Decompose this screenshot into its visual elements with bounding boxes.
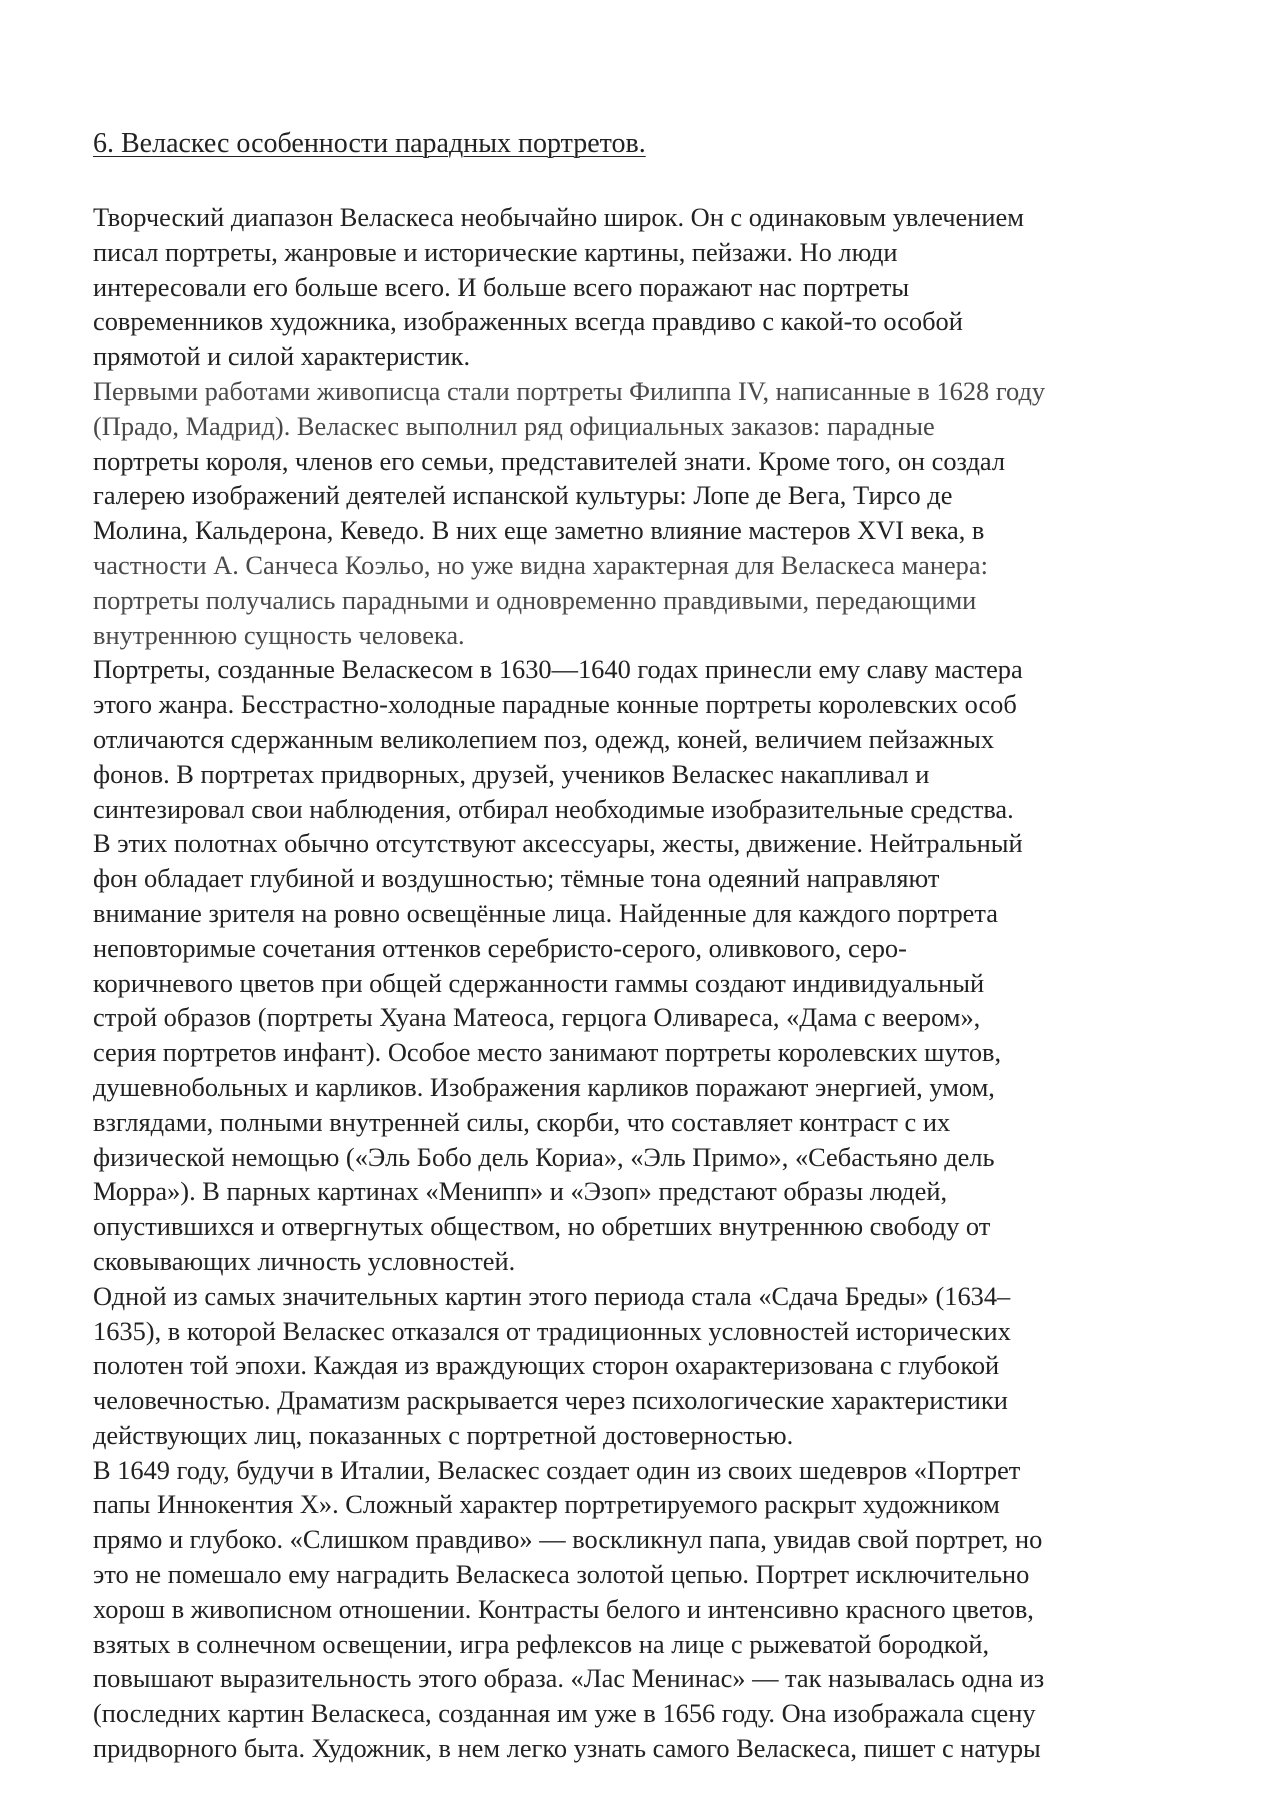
text-line: взятых в солнечном освещении, игра рефлексов на лице с рыжеватой бородкой, <box>93 1628 990 1659</box>
text-line: душевнобольных и карликов. Изображения карликов поражают энергией, умом, <box>93 1071 995 1102</box>
text-line: физической немощью («Эль Бобо дель Кориа», «Эль Примо», «Себастьяно дель <box>93 1141 995 1172</box>
document-content <box>93 126 1205 1766</box>
text-line: внимание зрителя на ровно освещённые лица. Найденные для каждого портрета <box>93 897 998 928</box>
text-line: серия портретов инфант). Особое место занимают портреты королевских шутов, <box>93 1037 1002 1068</box>
text-line: Творческий диапазон Веласкеса необычайно широк. Он с одинаковым увлечением <box>93 202 1024 232</box>
text-line: Первыми работами живописца стали портреты Филиппа IV, написанные в 1628 году <box>93 375 1046 406</box>
text-line: 1635), в которой Веласкес отказался от традиционных условностей исторических <box>93 1315 1011 1346</box>
body-text <box>93 200 1205 1766</box>
text-line: галерею изображений деятелей испанской культуры: Лопе де Вега, Тирсо де <box>93 480 953 511</box>
text-line: коричневого цветов при общей сдержанности гаммы создают индивидуальный <box>93 967 985 998</box>
page-title: 6. Веласкес особенности парадных портретов. <box>93 128 646 159</box>
text-line: это не помешало ему наградить Веласкеса золотой цепью. Портрет исключительно <box>93 1559 1030 1590</box>
text-line: взглядами, полными внутренней силы, скорби, что составляет контраст с их <box>93 1106 951 1137</box>
text-line: писал портреты, жанровые и исторические картины, пейзажи. Но люди <box>93 236 898 267</box>
text-line: действующих лиц, показанных с портретной достоверностью. <box>93 1419 794 1450</box>
text-line: неповторимые сочетания оттенков серебристо-серого, оливкового, серо- <box>93 932 907 963</box>
text-line: фонов. В портретах придворных, друзей, учеников Веласкес накапливал и <box>93 758 930 789</box>
text-line: сковывающих личность условностей. <box>93 1245 516 1276</box>
text-line: интересовали его больше всего. И больше всего поражают нас портреты <box>93 271 910 302</box>
text-line: папы Иннокентия X». Сложный характер портретируемого раскрыт художником <box>93 1489 1000 1520</box>
text-line: отличаются сдержанным великолепием поз, одежд, коней, величием пейзажных <box>93 723 995 754</box>
text-line: внутреннюю сущность человека. <box>93 619 465 650</box>
text-line: полотен той эпохи. Каждая из враждующих сторон охарактеризована с глубокой <box>93 1350 1000 1381</box>
text-line: Одной из самых значительных картин этого периода стала «Сдача Бреды» (1634– <box>93 1280 1011 1311</box>
text-line: (Прадо, Мадрид). Веласкес выполнил ряд официальных заказов: парадные <box>93 410 935 441</box>
text-line: синтезировал свои наблюдения, отбирал необходимые изобразительные средства. <box>93 793 1014 824</box>
text-line: человечностью. Драматизм раскрывается через психологические характеристики <box>93 1385 1008 1416</box>
text-line: В этих полотнах обычно отсутствуют аксессуары, жесты, движение. Нейтральный <box>93 828 1023 859</box>
text-line: В 1649 году, будучи в Италии, Веласкес создает один из своих шедевров «Портрет <box>93 1454 1021 1485</box>
text-line: портреты получались парадными и одновременно правдивыми, передающими <box>93 584 977 615</box>
text-line: частности А. Санчеса Коэльо, но уже видна характерная для Веласкеса манера: <box>93 549 988 580</box>
text-line: хорош в живописном отношении. Контрасты белого и интенсивно красного цветов, <box>93 1593 1034 1624</box>
text-line: прямотой и силой характеристик. <box>93 341 471 372</box>
text-line: опустившихся и отвергнутых обществом, но обретших внутреннюю свободу от <box>93 1211 991 1242</box>
text-line: современников художника, изображенных всегда правдиво с какой-то особой <box>93 306 963 337</box>
text-line: фон обладает глубиной и воздушностью; тёмные тона одеяний направляют <box>93 863 940 894</box>
text-line: прямо и глубоко. «Слишком правдиво» — воскликнул папа, увидав свой портрет, но <box>93 1524 1043 1555</box>
text-line: Морра»). В парных картинах «Менипп» и «Эзоп» предстают образы людей, <box>93 1176 948 1207</box>
text-line: Молина, Кальдерона, Кеведо. В них еще заметно влияние мастеров XVI века, в <box>93 515 985 546</box>
text-line: придворного быта. Художник, в нем легко узнать самого Веласкеса, пишет с натуры <box>93 1733 1041 1764</box>
text-line: портреты короля, членов его семьи, представителей знати. Кроме того, он создал <box>93 445 1006 476</box>
text-line: повышают выразительность этого образа. «Лас Менинас» — так называлась одна из <box>93 1663 1045 1694</box>
text-line: (последних картин Веласкеса, созданная им уже в 1656 году. Она изображала сцену <box>93 1698 1036 1729</box>
text-line: этого жанра. Бесстрастно-холодные парадные конные портреты королевских особ <box>93 689 1017 720</box>
text-line: Портреты, созданные Веласкесом в 1630—1640 годах принесли ему славу мастера <box>93 654 1023 685</box>
text-line: строй образов (портреты Хуана Матеоса, герцога Оливареса, «Дама с веером», <box>93 1002 981 1033</box>
